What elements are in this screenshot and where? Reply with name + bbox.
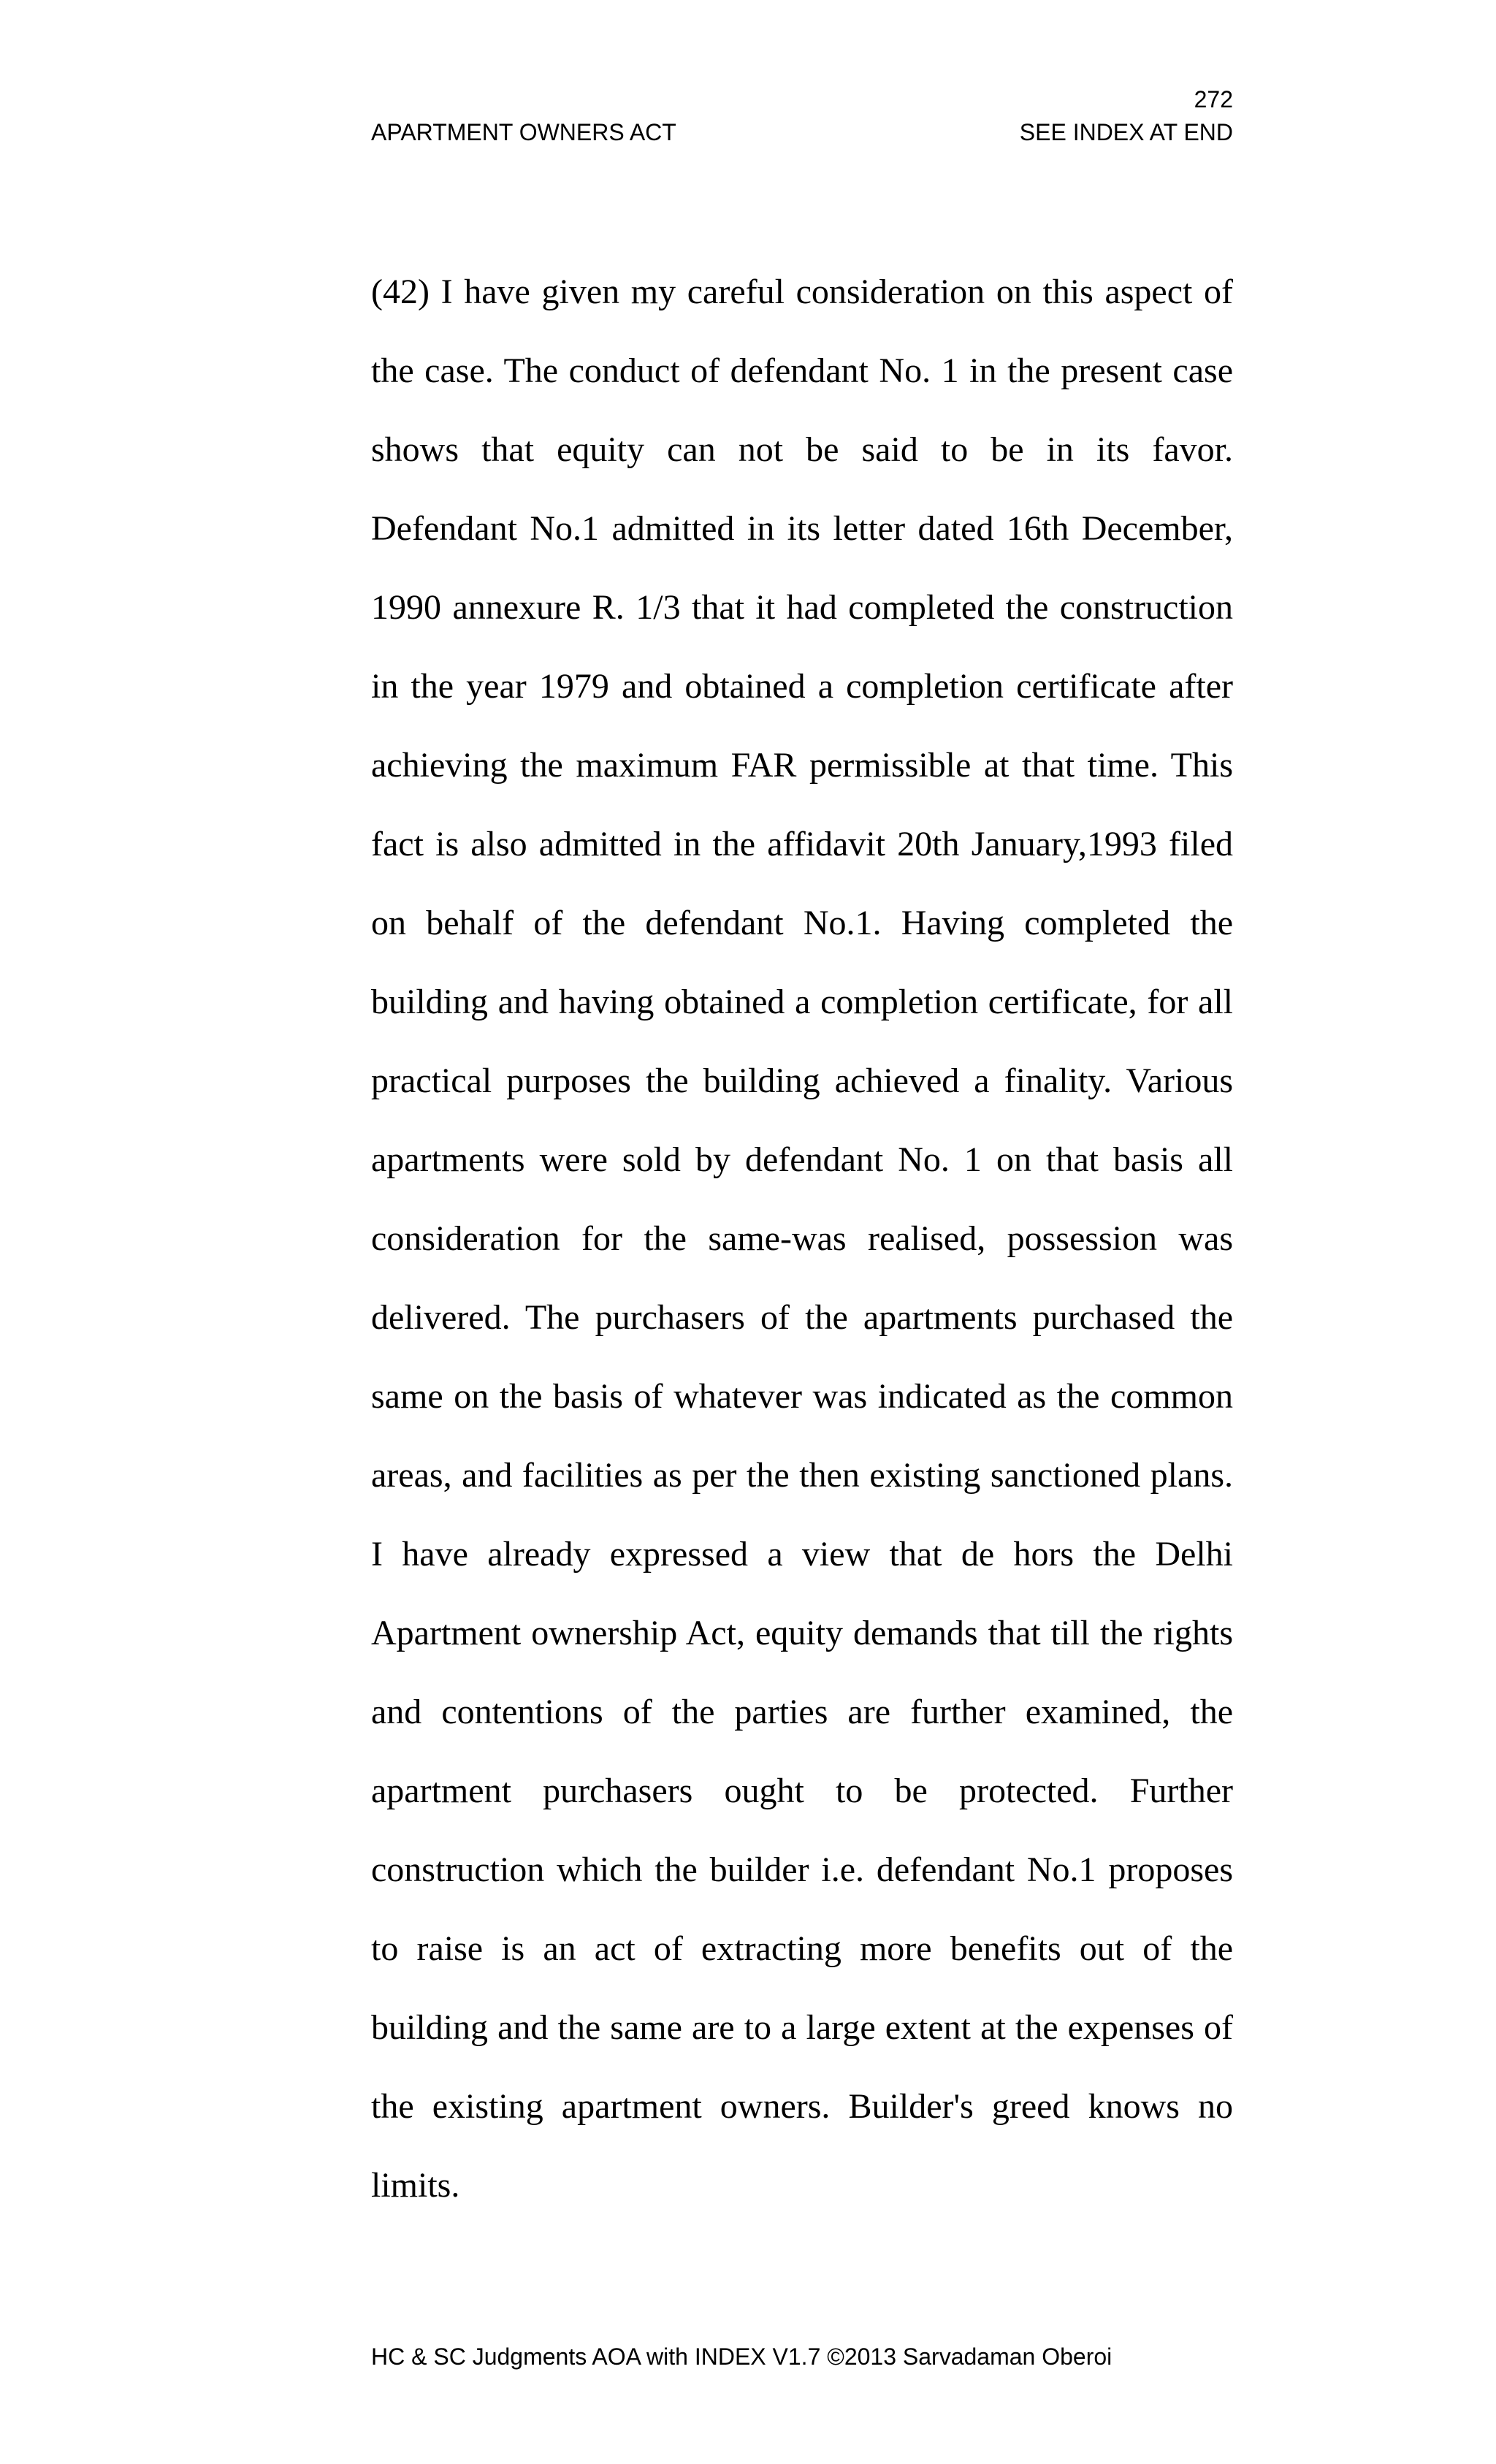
- running-header-left: APARTMENT OWNERS ACT: [371, 119, 676, 145]
- body-paragraph: (42) I have given my careful consideration on this aspect of the case. The conduct of defendant No. 1 in the present case shows that equity can not be said to be in its favor. Defendant No.1 admitted in its letter dated 16th December, 1990 annexure R. 1/3 that it had completed the construction in the year 1979 and obtained a completion certificate after achieving the maximum FAR permissible at that time. This fact is also admitted in the affidavit 20th January,1993 filed on behalf of the defendant No.1. Having completed the building and having obtained a completion certificate, for all practical purposes the building achieved a finality. Various apartments were sold by defendant No. 1 on that basis all consideration for the same-was realised, possession was delivered. The purchasers of the apartments purchased the same on the basis of whatever was indicated as the common areas, and facilities as per the then existing sanctioned plans. I have already expressed a view that de hors the Delhi Apartment ownership Act, equity demands that till the rights and contentions of the parties are further examined, the apartment purchasers ought to be protected. Further construction which the builder i.e. defendant No.1 proposes to raise is an act of extracting more benefits out of the building and the same are to a large extent at the expenses of the existing apartment owners. Builder's greed knows no limits.: [371, 272, 1233, 2205]
- page-footer: HC & SC Judgments AOA with INDEX V1.7 ©2013 Sarvadaman Oberoi: [371, 2343, 1113, 2370]
- page-number: 272: [1194, 86, 1233, 112]
- running-header-right: SEE INDEX AT END: [1019, 119, 1233, 145]
